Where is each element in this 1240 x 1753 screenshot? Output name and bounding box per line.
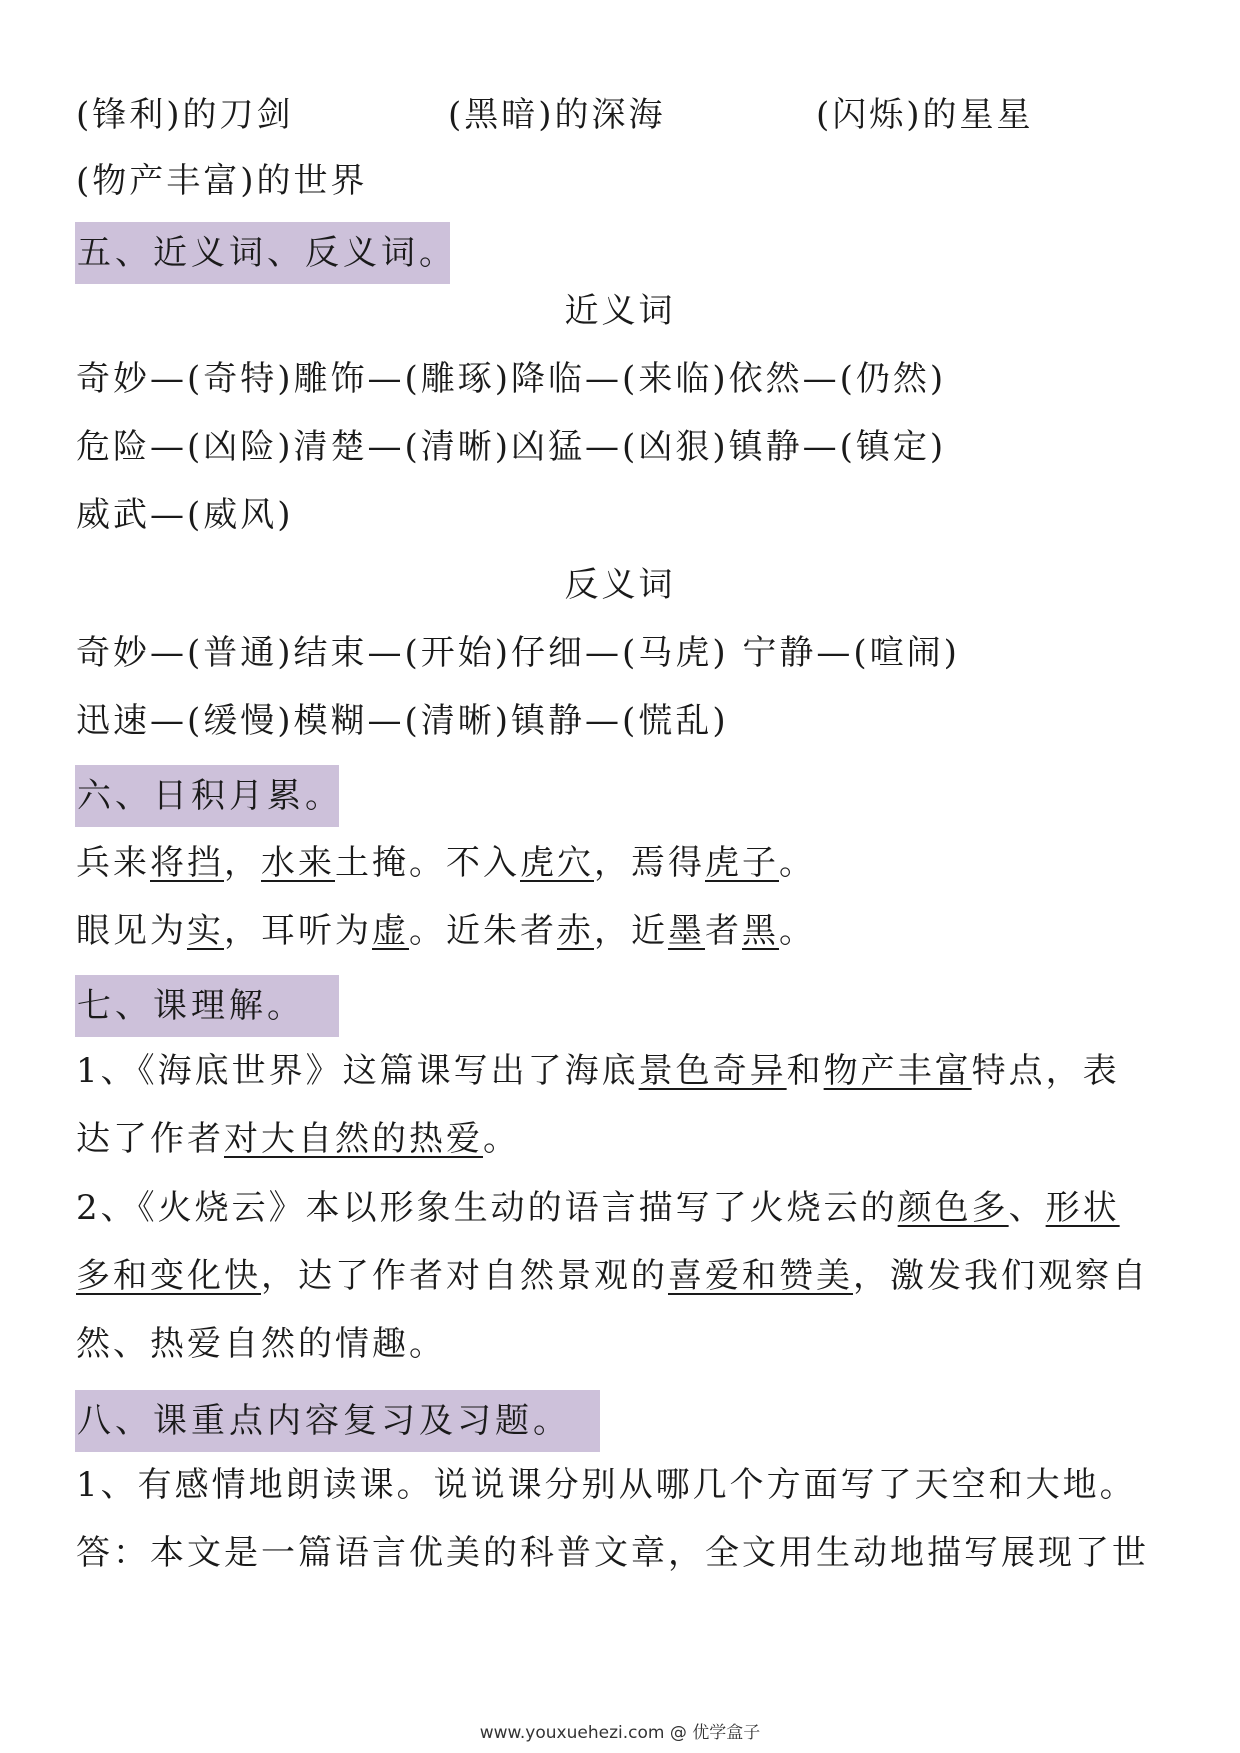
underlined-text: 虚 [372,911,409,951]
text: 兵来 [76,843,150,883]
underlined-text: 形状 [1045,1188,1120,1228]
underlined-text: 赤 [557,911,594,951]
underlined-text: 多和变化快 [76,1256,261,1296]
underlined-text: 对大自然的热爱 [224,1119,483,1159]
text: ，焉得 [594,843,705,883]
text: 眼见为 [76,911,187,951]
underlined-text: 黑 [742,911,779,951]
understanding-p1-line2 [76,1116,520,1162]
text: 达了作者 [76,1119,224,1159]
underlined-text: 实 [187,911,224,951]
underlined-text: 将挡 [150,843,224,883]
antonyms-line-2: 迅速—(缓慢)模糊—(清晰)镇静—(慌乱) [76,701,729,741]
synonyms-line-3: 威武—(威风) [76,495,294,535]
footer-watermark: www.youxuehezi.com @ 优学盒子 [479,1723,761,1743]
adjective-row-2: (物产丰富)的世界 [76,161,368,201]
text: 。 [483,1119,520,1159]
text: 2、《火烧云》本以形象生动的语言描写了火烧云的 [76,1188,898,1228]
text: ，近 [594,911,668,951]
section-7-heading: 七、课理解。 [75,975,339,1037]
underlined-text: 虎穴 [520,843,594,883]
antonyms-title: 反义词 [564,565,676,605]
text: 、 [1008,1188,1046,1228]
text: ，达了作者对自然景观的 [261,1256,668,1296]
understanding-p1-line1 [76,1048,1120,1094]
synonyms-title: 近义词 [564,291,676,331]
text: ，激发我们观察自 [853,1256,1149,1296]
section-6-heading: 六、日积月累。 [75,765,339,827]
understanding-p2-line3: 然、热爱自然的情趣。 [76,1324,446,1364]
underlined-text: 物产丰富 [823,1051,972,1091]
idiom-line-2 [76,908,816,954]
pair-1: (锋利)的刀剑 [76,95,294,135]
text: 1、《海底世界》这篇课写出了海底 [76,1051,639,1091]
underlined-text: 景色奇异 [638,1051,787,1091]
text: 土掩。不入 [335,843,520,883]
idiom-line-1 [76,840,816,886]
underlined-text: 颜色多 [897,1188,1009,1228]
pair-3: (闪烁)的星星 [816,95,1034,135]
understanding-p2-line2 [76,1253,1149,1299]
text: 特点，表 [971,1051,1120,1091]
section-5-heading: 五、近义词、反义词。 [75,222,450,284]
text: 。 [779,911,816,951]
text: 者 [705,911,742,951]
understanding-p2-line1 [76,1185,1120,1231]
text: 。近朱者 [409,911,557,951]
synonyms-line-2: 危险—(凶险)清楚—(清晰)凶猛—(凶狠)镇静—(镇定) [76,427,947,467]
synonyms-line-1: 奇妙—(奇特)雕饰—(雕琢)降临—(来临)依然—(仍然) [76,359,947,399]
answer-1: 答：本文是一篇语言优美的科普文章，全文用生动地描写展现了世 [76,1533,1149,1573]
adjective-row-1 [76,92,1034,138]
underlined-text: 喜爱和赞美 [668,1256,853,1296]
underlined-text: 水来 [261,843,335,883]
underlined-text: 墨 [668,911,705,951]
text: ， [224,843,261,883]
text: ，耳听为 [224,911,372,951]
antonyms-line-1: 奇妙—(普通)结束—(开始)仔细—(马虎) 宁静—(喧闹) [76,633,960,673]
section-8-heading: 八、课重点内容复习及习题。 [75,1390,600,1452]
text: 。 [779,843,816,883]
question-1: 1、有感情地朗读课。说说课分别从哪几个方面写了天空和大地。 [76,1465,1137,1505]
underlined-text: 虎子 [705,843,779,883]
pair-2: (黑暗)的深海 [448,95,666,135]
text: 和 [786,1051,824,1091]
